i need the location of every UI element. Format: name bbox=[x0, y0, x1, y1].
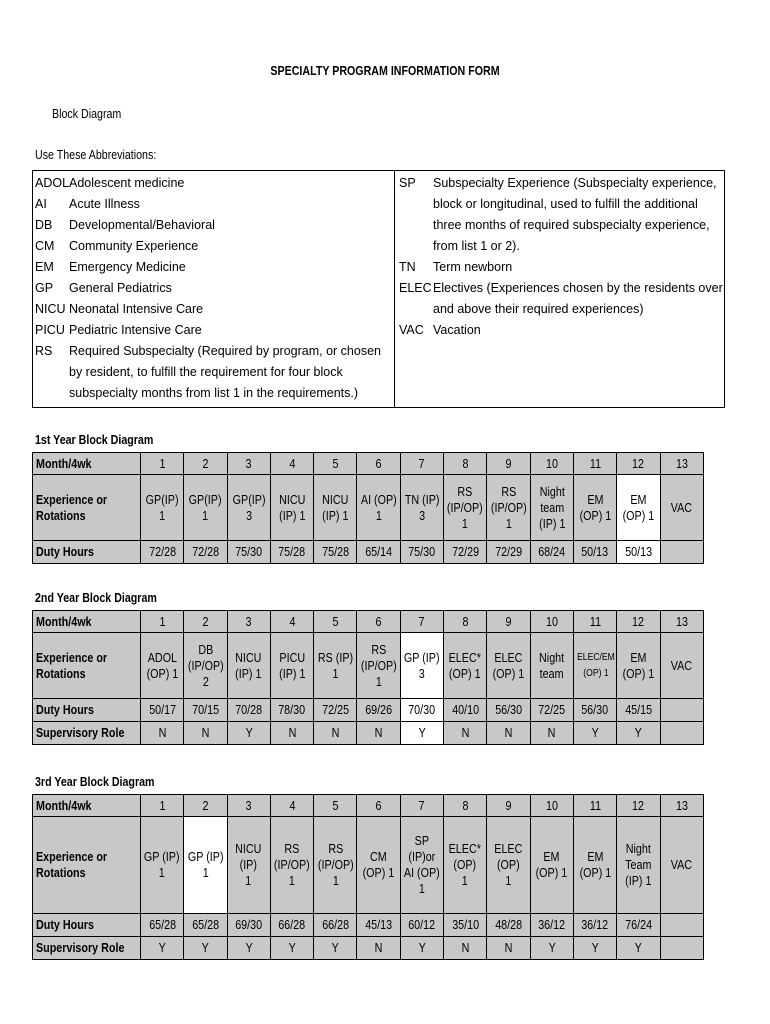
cell-experience-7: SP (IP)or AI (OP) 1 bbox=[400, 817, 443, 914]
cell-super-3: Y bbox=[227, 937, 270, 960]
row-header-months: Month/4wk bbox=[33, 611, 141, 633]
cell-duty-2: 65/28 bbox=[184, 914, 227, 937]
cell-months-12: 12 bbox=[617, 611, 660, 633]
cell-months-11: 11 bbox=[573, 795, 616, 817]
table-row-experience bbox=[33, 475, 704, 541]
cell-duty-12: 76/24 bbox=[617, 914, 660, 937]
cell-experience-3: GP(IP) 3 bbox=[227, 475, 270, 541]
cell-duty-5: 66/28 bbox=[314, 914, 357, 937]
cell-super-5: N bbox=[314, 722, 357, 745]
cell-experience-2: DB (IP/OP) 2 bbox=[184, 633, 227, 699]
cell-duty-9: 48/28 bbox=[487, 914, 530, 937]
cell-experience-6: RS (IP/OP) 1 bbox=[357, 633, 400, 699]
cell-super-13 bbox=[660, 722, 703, 745]
cell-experience-2: GP(IP) 1 bbox=[184, 475, 227, 541]
row-header-super: Supervisory Role bbox=[33, 722, 141, 745]
cell-months-5: 5 bbox=[314, 453, 357, 475]
abbreviations-right-column bbox=[395, 171, 724, 407]
year3-title: 3rd Year Block Diagram bbox=[35, 774, 155, 789]
cell-experience-8: ELEC* (OP) 1 bbox=[444, 633, 487, 699]
cell-months-7: 7 bbox=[400, 795, 443, 817]
cell-super-4: N bbox=[270, 722, 313, 745]
cell-super-13 bbox=[660, 937, 703, 960]
cell-experience-4: RS (IP/OP) 1 bbox=[270, 817, 313, 914]
cell-experience-11: EM (OP) 1 bbox=[573, 817, 616, 914]
cell-duty-6: 65/14 bbox=[357, 541, 400, 564]
abbreviation-definition: Required Subspecialty (Required by program, or chosen by resident, to fulfill the requirement for four block subspecialty months from list 1 in the requirements.) bbox=[69, 344, 381, 400]
row-header-duty: Duty Hours bbox=[33, 699, 141, 722]
cell-super-7: Y bbox=[400, 937, 443, 960]
abbreviation-code: TN bbox=[399, 260, 416, 274]
cell-months-10: 10 bbox=[530, 611, 573, 633]
year1-block-table bbox=[32, 452, 704, 564]
form-title: SPECIALTY PROGRAM INFORMATION FORM bbox=[270, 63, 500, 78]
cell-months-7: 7 bbox=[400, 611, 443, 633]
cell-months-13: 13 bbox=[660, 611, 703, 633]
abbreviation-definition: Acute Illness bbox=[69, 197, 140, 211]
table-row-super bbox=[33, 722, 704, 745]
cell-months-13: 13 bbox=[660, 453, 703, 475]
abbreviation-definition: Subspecialty Experience (Subspecialty experience, block or longitudinal, used to fulfill the additional three months of required subspecialty experience, from list 1 or 2). bbox=[433, 176, 717, 253]
cell-super-3: Y bbox=[227, 722, 270, 745]
cell-duty-9: 56/30 bbox=[487, 699, 530, 722]
cell-super-9: N bbox=[487, 937, 530, 960]
cell-duty-9: 72/29 bbox=[487, 541, 530, 564]
cell-duty-7: 75/30 bbox=[400, 541, 443, 564]
cell-super-6: N bbox=[357, 722, 400, 745]
cell-experience-9: ELEC (OP) 1 bbox=[487, 633, 530, 699]
cell-duty-13 bbox=[660, 699, 703, 722]
abbreviation-code: GP bbox=[35, 281, 54, 295]
cell-experience-10: Night team (IP) 1 bbox=[530, 475, 573, 541]
abbreviation-row bbox=[33, 194, 394, 215]
abbreviation-row bbox=[33, 278, 394, 299]
cell-duty-12: 45/15 bbox=[617, 699, 660, 722]
cell-super-2: N bbox=[184, 722, 227, 745]
cell-duty-5: 75/28 bbox=[314, 541, 357, 564]
abbreviation-code: AI bbox=[35, 197, 47, 211]
abbreviations-box bbox=[32, 170, 725, 408]
cell-months-12: 12 bbox=[617, 795, 660, 817]
abbreviation-definition: Pediatric Intensive Care bbox=[69, 323, 202, 337]
cell-super-8: N bbox=[444, 722, 487, 745]
abbreviation-row bbox=[395, 173, 724, 257]
abbreviation-definition: Term newborn bbox=[433, 260, 513, 274]
cell-duty-1: 65/28 bbox=[141, 914, 184, 937]
cell-months-10: 10 bbox=[530, 795, 573, 817]
cell-duty-13 bbox=[660, 541, 703, 564]
row-header-months: Month/4wk bbox=[33, 795, 141, 817]
cell-duty-4: 78/30 bbox=[270, 699, 313, 722]
cell-super-2: Y bbox=[184, 937, 227, 960]
cell-experience-10: EM (OP) 1 bbox=[530, 817, 573, 914]
year3-block-table bbox=[32, 794, 704, 960]
cell-experience-1: ADOL (OP) 1 bbox=[141, 633, 184, 699]
cell-months-9: 9 bbox=[487, 795, 530, 817]
cell-months-4: 4 bbox=[270, 795, 313, 817]
cell-duty-7: 60/12 bbox=[400, 914, 443, 937]
abbreviation-code: PICU bbox=[35, 323, 65, 337]
cell-months-6: 6 bbox=[357, 611, 400, 633]
block-diagram-label: Block Diagram bbox=[52, 106, 122, 121]
cell-duty-10: 72/25 bbox=[530, 699, 573, 722]
table-row-experience bbox=[33, 817, 704, 914]
cell-experience-2: GP (IP) 1 bbox=[184, 817, 227, 914]
cell-experience-9: ELEC (OP) 1 bbox=[487, 817, 530, 914]
abbreviation-code: SP bbox=[399, 176, 416, 190]
cell-months-2: 2 bbox=[184, 611, 227, 633]
cell-super-7: Y bbox=[400, 722, 443, 745]
cell-duty-2: 70/15 bbox=[184, 699, 227, 722]
abbreviation-definition: Emergency Medicine bbox=[69, 260, 186, 274]
cell-months-12: 12 bbox=[617, 453, 660, 475]
abbreviation-definition: Community Experience bbox=[69, 239, 199, 253]
cell-months-1: 1 bbox=[141, 453, 184, 475]
cell-months-1: 1 bbox=[141, 795, 184, 817]
cell-experience-4: NICU (IP) 1 bbox=[270, 475, 313, 541]
cell-experience-6: CM (OP) 1 bbox=[357, 817, 400, 914]
cell-months-6: 6 bbox=[357, 453, 400, 475]
abbreviation-row bbox=[33, 341, 394, 404]
abbreviation-row bbox=[33, 215, 394, 236]
cell-super-11: Y bbox=[573, 937, 616, 960]
cell-super-9: N bbox=[487, 722, 530, 745]
cell-experience-8: RS (IP/OP) 1 bbox=[444, 475, 487, 541]
abbreviation-code: VAC bbox=[399, 323, 424, 337]
cell-months-3: 3 bbox=[227, 795, 270, 817]
cell-experience-8: ELEC* (OP) 1 bbox=[444, 817, 487, 914]
cell-months-3: 3 bbox=[227, 611, 270, 633]
cell-experience-11: EM (OP) 1 bbox=[573, 475, 616, 541]
cell-super-1: N bbox=[141, 722, 184, 745]
cell-months-4: 4 bbox=[270, 453, 313, 475]
cell-experience-10: Night team bbox=[530, 633, 573, 699]
row-header-months: Month/4wk bbox=[33, 453, 141, 475]
abbreviation-definition: Vacation bbox=[433, 323, 481, 337]
cell-experience-13: VAC bbox=[660, 817, 703, 914]
abbreviation-definition: General Pediatrics bbox=[69, 281, 172, 295]
cell-experience-12: Night Team (IP) 1 bbox=[617, 817, 660, 914]
abbreviation-row bbox=[395, 320, 724, 341]
row-header-duty: Duty Hours bbox=[33, 541, 141, 564]
cell-months-2: 2 bbox=[184, 453, 227, 475]
cell-months-8: 8 bbox=[444, 453, 487, 475]
cell-super-1: Y bbox=[141, 937, 184, 960]
abbreviation-code: RS bbox=[35, 344, 53, 358]
table-row-months bbox=[33, 611, 704, 633]
cell-experience-13: VAC bbox=[660, 633, 703, 699]
cell-months-4: 4 bbox=[270, 611, 313, 633]
cell-experience-1: GP(IP) 1 bbox=[141, 475, 184, 541]
table-row-duty bbox=[33, 914, 704, 937]
cell-duty-3: 75/30 bbox=[227, 541, 270, 564]
row-header-super: Supervisory Role bbox=[33, 937, 141, 960]
table-row-super bbox=[33, 937, 704, 960]
cell-duty-8: 40/10 bbox=[444, 699, 487, 722]
cell-duty-3: 69/30 bbox=[227, 914, 270, 937]
table-row-duty bbox=[33, 541, 704, 564]
cell-super-10: Y bbox=[530, 937, 573, 960]
cell-experience-1: GP (IP) 1 bbox=[141, 817, 184, 914]
cell-months-8: 8 bbox=[444, 611, 487, 633]
cell-duty-13 bbox=[660, 914, 703, 937]
cell-experience-5: RS (IP/OP) 1 bbox=[314, 817, 357, 914]
cell-months-3: 3 bbox=[227, 453, 270, 475]
abbreviation-definition: Adolescent medicine bbox=[69, 176, 185, 190]
cell-duty-6: 45/13 bbox=[357, 914, 400, 937]
cell-duty-3: 70/28 bbox=[227, 699, 270, 722]
abbreviation-row bbox=[33, 299, 394, 320]
cell-experience-6: AI (OP) 1 bbox=[357, 475, 400, 541]
cell-experience-7: GP (IP) 3 bbox=[400, 633, 443, 699]
abbreviation-code: ADOL bbox=[35, 176, 70, 190]
cell-duty-12: 50/13 bbox=[617, 541, 660, 564]
cell-duty-1: 50/17 bbox=[141, 699, 184, 722]
cell-experience-12: EM (OP) 1 bbox=[617, 633, 660, 699]
cell-super-8: N bbox=[444, 937, 487, 960]
abbreviation-row bbox=[33, 257, 394, 278]
cell-months-7: 7 bbox=[400, 453, 443, 475]
abbreviations-label: Use These Abbreviations: bbox=[35, 147, 157, 162]
cell-duty-4: 66/28 bbox=[270, 914, 313, 937]
cell-duty-11: 50/13 bbox=[573, 541, 616, 564]
cell-months-11: 11 bbox=[573, 453, 616, 475]
cell-duty-8: 35/10 bbox=[444, 914, 487, 937]
abbreviation-definition: Neonatal Intensive Care bbox=[69, 302, 204, 316]
year1-title: 1st Year Block Diagram bbox=[35, 432, 154, 447]
cell-duty-11: 36/12 bbox=[573, 914, 616, 937]
cell-duty-5: 72/25 bbox=[314, 699, 357, 722]
cell-experience-13: VAC bbox=[660, 475, 703, 541]
abbreviation-definition: Electives (Experiences chosen by the residents over and above their required experiences) bbox=[433, 281, 723, 316]
cell-months-13: 13 bbox=[660, 795, 703, 817]
cell-super-12: Y bbox=[617, 722, 660, 745]
year2-block-table bbox=[32, 610, 704, 745]
cell-experience-7: TN (IP) 3 bbox=[400, 475, 443, 541]
cell-super-12: Y bbox=[617, 937, 660, 960]
cell-months-2: 2 bbox=[184, 795, 227, 817]
table-row-duty bbox=[33, 699, 704, 722]
cell-duty-8: 72/29 bbox=[444, 541, 487, 564]
year2-title: 2nd Year Block Diagram bbox=[35, 590, 157, 605]
abbreviation-row bbox=[33, 320, 394, 341]
cell-super-11: Y bbox=[573, 722, 616, 745]
table-row-months bbox=[33, 453, 704, 475]
row-header-experience: Experience or Rotations bbox=[33, 817, 141, 914]
row-header-experience: Experience or Rotations bbox=[33, 633, 141, 699]
cell-duty-4: 75/28 bbox=[270, 541, 313, 564]
cell-duty-11: 56/30 bbox=[573, 699, 616, 722]
cell-months-9: 9 bbox=[487, 453, 530, 475]
cell-super-4: Y bbox=[270, 937, 313, 960]
row-header-duty: Duty Hours bbox=[33, 914, 141, 937]
cell-months-5: 5 bbox=[314, 611, 357, 633]
cell-experience-4: PICU (IP) 1 bbox=[270, 633, 313, 699]
cell-duty-6: 69/26 bbox=[357, 699, 400, 722]
cell-months-11: 11 bbox=[573, 611, 616, 633]
abbreviation-code: NICU bbox=[35, 302, 66, 316]
cell-super-10: N bbox=[530, 722, 573, 745]
table-row-months bbox=[33, 795, 704, 817]
cell-months-9: 9 bbox=[487, 611, 530, 633]
table-row-experience bbox=[33, 633, 704, 699]
cell-months-10: 10 bbox=[530, 453, 573, 475]
cell-experience-5: RS (IP) 1 bbox=[314, 633, 357, 699]
cell-duty-10: 36/12 bbox=[530, 914, 573, 937]
cell-experience-3: NICU (IP) 1 bbox=[227, 817, 270, 914]
abbreviations-left-column bbox=[33, 171, 395, 407]
abbreviation-definition: Developmental/Behavioral bbox=[69, 218, 215, 232]
cell-months-5: 5 bbox=[314, 795, 357, 817]
abbreviation-row bbox=[33, 173, 394, 194]
cell-super-5: Y bbox=[314, 937, 357, 960]
cell-duty-10: 68/24 bbox=[530, 541, 573, 564]
cell-experience-5: NICU (IP) 1 bbox=[314, 475, 357, 541]
abbreviation-code: CM bbox=[35, 239, 55, 253]
cell-months-1: 1 bbox=[141, 611, 184, 633]
cell-super-6: N bbox=[357, 937, 400, 960]
abbreviation-row bbox=[395, 278, 724, 320]
abbreviation-code: DB bbox=[35, 218, 53, 232]
cell-duty-1: 72/28 bbox=[141, 541, 184, 564]
cell-months-6: 6 bbox=[357, 795, 400, 817]
abbreviation-code: EM bbox=[35, 260, 54, 274]
cell-months-8: 8 bbox=[444, 795, 487, 817]
cell-experience-9: RS (IP/OP) 1 bbox=[487, 475, 530, 541]
cell-duty-2: 72/28 bbox=[184, 541, 227, 564]
cell-experience-12: EM (OP) 1 bbox=[617, 475, 660, 541]
cell-experience-3: NICU (IP) 1 bbox=[227, 633, 270, 699]
cell-duty-7: 70/30 bbox=[400, 699, 443, 722]
abbreviation-row bbox=[395, 257, 724, 278]
abbreviation-code: ELEC bbox=[399, 281, 432, 295]
cell-experience-11: ELEC/EM (OP) 1 bbox=[573, 633, 616, 699]
row-header-experience: Experience or Rotations bbox=[33, 475, 141, 541]
abbreviation-row bbox=[33, 236, 394, 257]
